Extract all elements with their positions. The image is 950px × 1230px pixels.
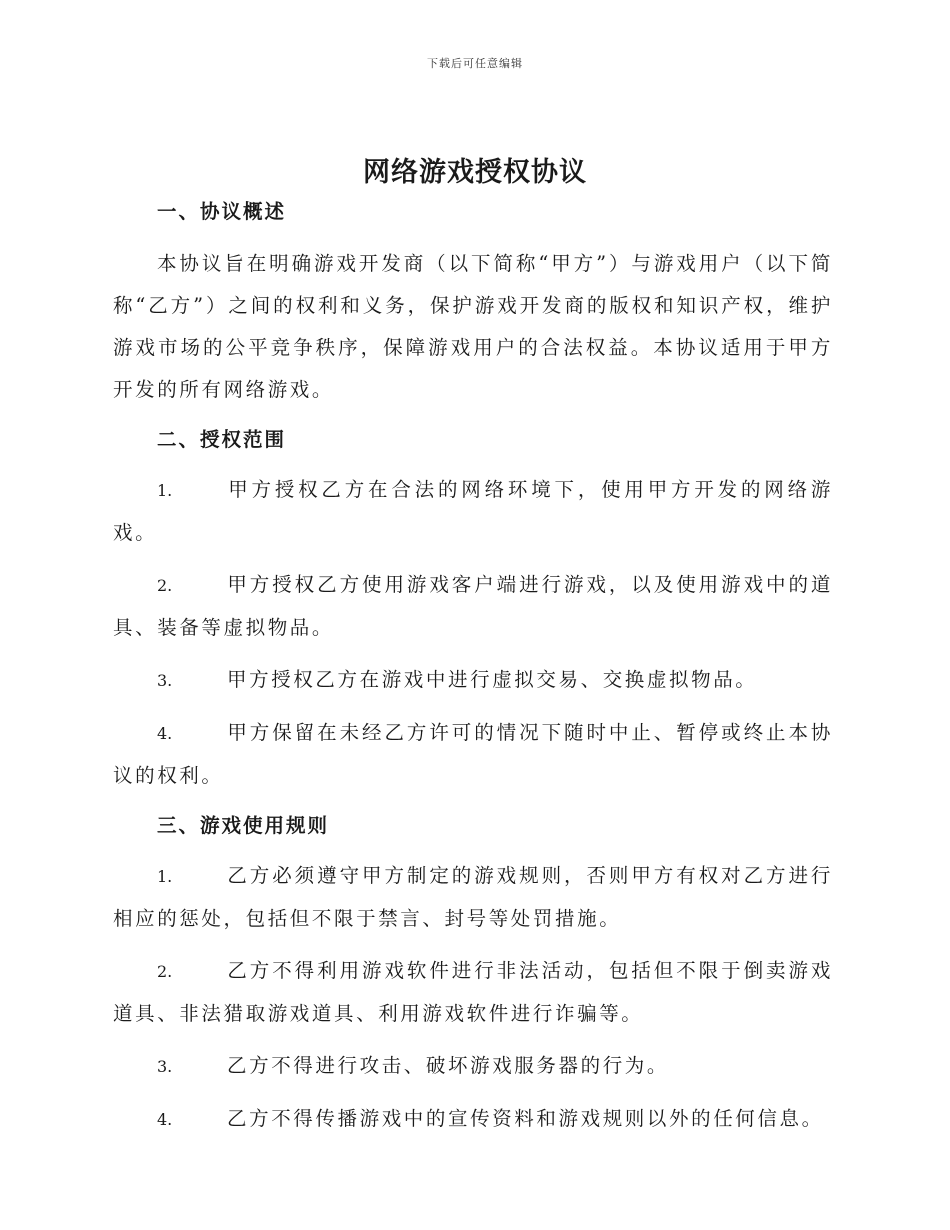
list-item-number: 1. — [157, 481, 173, 500]
list-item-text: 乙方不得利用游戏软件进行非法活动，包括但不限于倒卖游戏道具、非法猎取游戏道具、利用游戏软件进行诈骗等。 — [113, 959, 833, 1025]
document-body — [113, 193, 833, 1141]
section-heading: 一、协议概述 — [157, 200, 287, 223]
list-item-text: 甲方保留在未经乙方许可的情况下随时中止、暂停或终止本协议的权利。 — [113, 721, 833, 787]
list-item-number: 3. — [157, 1057, 173, 1076]
page-header-note: 下载后可任意编辑 — [427, 57, 523, 70]
section-scope — [113, 421, 833, 797]
list-item-number: 1. — [157, 867, 173, 886]
list-item-text: 甲方授权乙方在游戏中进行虚拟交易、交换虚拟物品。 — [227, 668, 758, 691]
section-paragraph: 本协议旨在明确游戏开发商（以下简称“甲方”）与游戏用户（以下简称“乙方”）之间的权利和义务，保护游戏开发商的版权和知识产权，维护游戏市场的公平竞争秩序，保障游戏用户的合法权益。本协议适用于甲方开发的所有网络游戏。 — [113, 252, 833, 401]
list-item-number: 2. — [157, 962, 173, 981]
list-item-text: 乙方必须遵守甲方制定的游戏规则，否则甲方有权对乙方进行相应的惩处，包括但不限于禁言、封号等处罚措施。 — [113, 864, 833, 930]
list-item — [113, 1098, 833, 1141]
section-usage-rules — [113, 807, 833, 1141]
list-item-number: 2. — [157, 576, 173, 595]
list-item — [113, 564, 833, 649]
list-item-text: 乙方不得进行攻击、破坏游戏服务器的行为。 — [227, 1054, 670, 1077]
list-item-text: 甲方授权乙方在合法的网络环境下，使用甲方开发的网络游戏。 — [113, 478, 833, 544]
list-item-text: 乙方不得传播游戏中的宣传资料和游戏规则以外的任何信息。 — [227, 1107, 824, 1130]
list-item — [113, 950, 833, 1035]
list-item-number: 4. — [157, 1110, 173, 1129]
list-item-number: 4. — [157, 724, 173, 743]
section-heading: 三、游戏使用规则 — [157, 814, 330, 837]
document-title: 网络游戏授权协议 — [363, 157, 587, 188]
list-item — [113, 659, 833, 702]
list-item — [113, 855, 833, 940]
list-item — [113, 469, 833, 554]
section-overview — [113, 193, 833, 411]
list-item-number: 3. — [157, 671, 173, 690]
list-item — [113, 1045, 833, 1088]
list-item-text: 甲方授权乙方使用游戏客户端进行游戏，以及使用游戏中的道具、装备等虚拟物品。 — [113, 573, 833, 639]
list-item — [113, 712, 833, 797]
section-heading: 二、授权范围 — [157, 428, 287, 451]
